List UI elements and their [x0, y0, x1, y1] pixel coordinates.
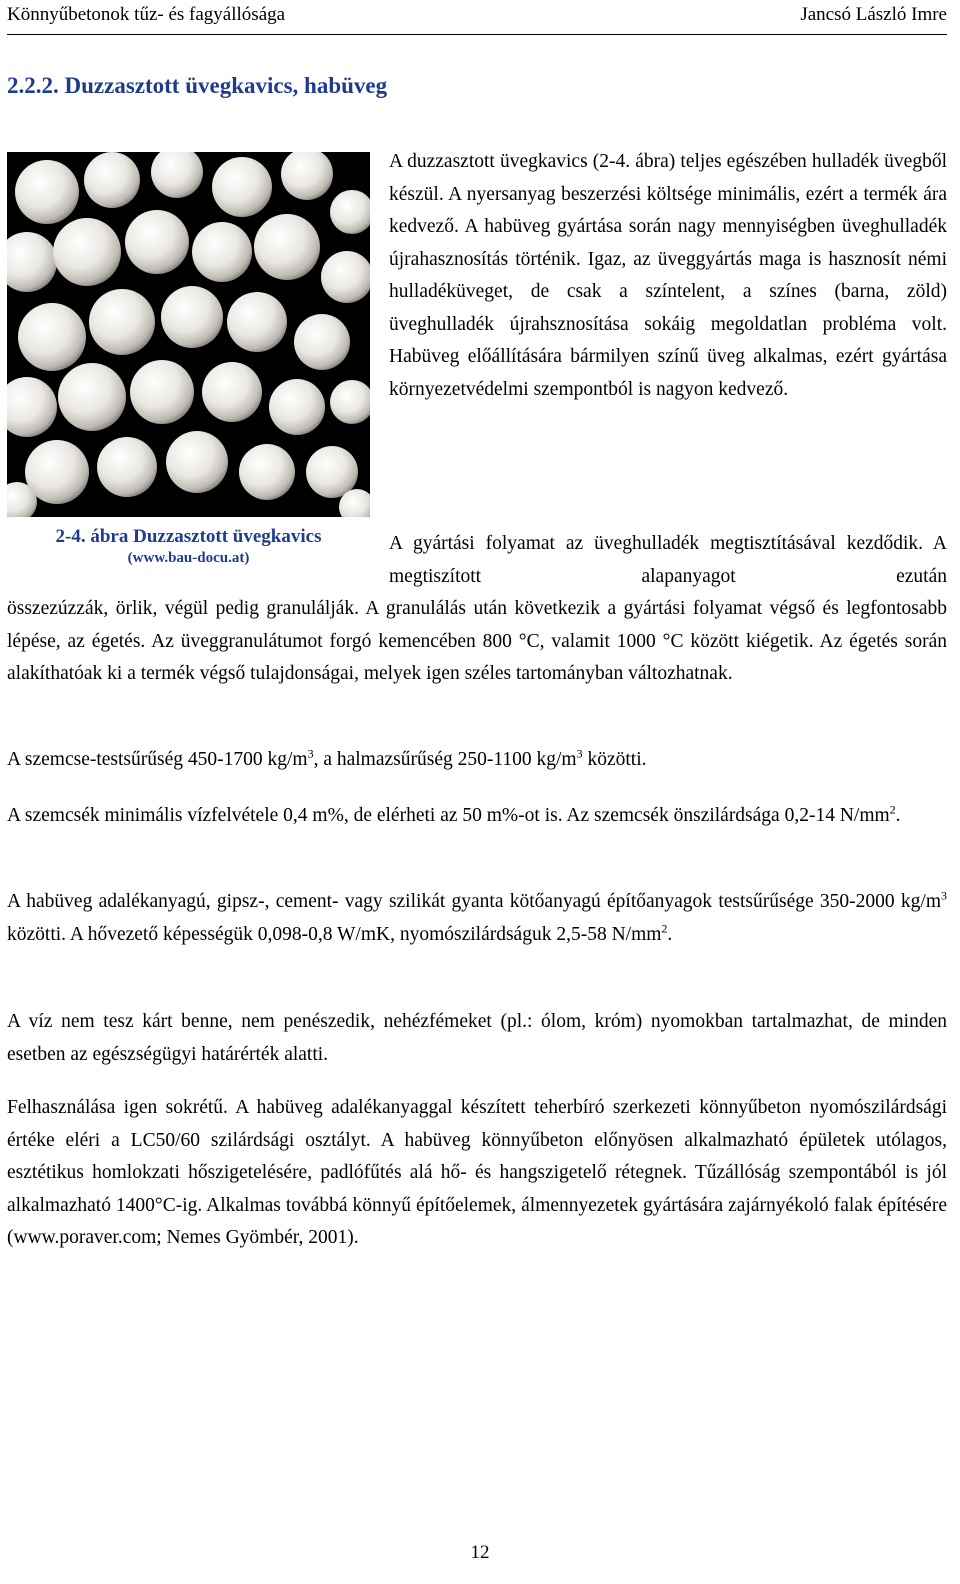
- density-text-1: A szemcse-testsűrűség 450-1700 kg/m: [7, 749, 308, 770]
- glass-bead: [58, 363, 126, 431]
- paragraph-intro: A duzzasztott üvegkavics (2-4. ábra) teljes egészében hulladék üvegből készül. A nyersanyag beszerzési költsége minimális, ezért a termék ára kedvező. A habüveg gyártása során nagy mennyiségben üveghulladék újrahasznosítás történik. Igaz, az üveggyártás maga is hasznosít némi hulladéküveget, de csak a színtelent, a színes (barna, zöld) üveghulladék újrahsznosítása sokáig megoldatlan probléma volt. Habüveg előállítására bármilyen színű üveg alkalmas, ezért gyártása környezetvédelmi szempontból is nagyon kedvező.: [389, 151, 947, 400]
- glass-bead: [84, 152, 140, 208]
- paragraph-production-start: A gyártási folyamat az üveghulladék megtisztításával kezdődik. A megtiszított alapanyagot ezután: [389, 533, 947, 587]
- glass-bead: [212, 157, 272, 217]
- page-header: [7, 4, 947, 35]
- aggregate-text-1: A habüveg adalékanyagú, gipsz-, cement- vagy szilikát gyanta kötőanyagú építőanyagok testsűrűsége 350-2000 kg/m: [7, 891, 941, 912]
- page-number: 12: [470, 1542, 490, 1563]
- aggregate-sup-2: 2: [661, 921, 668, 935]
- section-title: 2.2.2. Duzzasztott üvegkavics, habüveg: [7, 73, 388, 98]
- glass-bead: [239, 444, 295, 500]
- paragraph-applications: Felhasználása igen sokrétű. A habüveg adalékanyaggal készített teherbíró szerkezeti könnyűbeton nyomószilárdsági értéke eléri a LC50/60 szilárdsági osztályt. A habüveg könnyűbeton előnyösen alkalmazható épületek utólagos, esztétikus homlokzati hőszigetelésére, padlófűtés alá hő- és hangszigetelő rétegnek. Tűzállóság szempontából is jól alkalmazható 1400°C-ig. Alkalmas továbbá könnyű építőelemek, álmennyezetek gyártására zajárnyékoló falak építésére (www.poraver.com; Nemes Gyömbér, 2001).: [7, 1097, 947, 1248]
- figure-caption: [7, 526, 370, 568]
- glass-bead: [89, 289, 155, 355]
- glass-bead: [53, 218, 121, 286]
- figure-caption-source: (www.bau-docu.at): [127, 550, 250, 566]
- glass-bead: [125, 210, 189, 274]
- glass-bead: [192, 222, 252, 282]
- density-sup-2: 3: [576, 746, 583, 761]
- header-title: Könnyűbetonok tűz- és fagyállósága: [7, 4, 286, 25]
- glass-bead: [166, 431, 228, 493]
- glass-bead: [202, 362, 262, 422]
- glass-bead: [18, 303, 86, 371]
- paragraph-water-resistance: A víz nem tesz kárt benne, nem penészedik, nehézfémeket (pl.: ólom, króm) nyomokban tartalmazhat, de minden esetben az egészségügyi határérték alatti.: [7, 1011, 947, 1065]
- density-text-2: , a halmazsűrűség 250-1100 kg/m: [313, 749, 577, 770]
- paragraph-production-cont: összezúzzák, örlik, végül pedig granulálják. A granulálás után következik a gyártási folyamat végső és legfontosabb lépése, az égetés. Az üveggranulátumot forgó kemencében 800 °C, valamit 1000 °C között kiégetik. Az égetés során alakíthatóak ki a termék végső tulajdonságai, melyek igen széles tartományban változhatnak.: [7, 598, 947, 684]
- absorption-sup-1: 2: [889, 802, 896, 817]
- glass-bead: [227, 292, 287, 352]
- density-sup-1: 3: [307, 746, 314, 761]
- figure-glass-gravel-photo: [7, 152, 370, 517]
- glass-bead: [97, 437, 157, 497]
- paragraph-aggregate: [7, 886, 947, 951]
- glass-bead: [130, 360, 194, 424]
- glass-bead: [294, 314, 350, 370]
- glass-bead: [254, 214, 320, 280]
- absorption-text-2: .: [895, 805, 901, 826]
- glass-bead: [15, 160, 79, 224]
- glass-bead: [161, 286, 223, 348]
- aggregate-text-2: közötti. A hővezető képességük 0,098-0,8 W/mK, nyomószilárdságuk 2,5-58 N/mm: [7, 923, 662, 945]
- figure-caption-title: 2-4. ábra Duzzasztott üvegkavics: [55, 526, 322, 547]
- glass-bead: [269, 379, 325, 435]
- paragraph-density: [7, 744, 947, 777]
- aggregate-sup-1: 3: [941, 888, 947, 903]
- glass-gravel-image: [7, 152, 370, 517]
- density-text-3: közötti.: [582, 749, 647, 770]
- header-author: Jancsó László Imre: [800, 4, 947, 25]
- paragraph-water-absorption: [7, 800, 947, 833]
- glass-bead: [306, 446, 358, 498]
- aggregate-text-3: .: [667, 923, 673, 945]
- absorption-text-1: A szemcsék minimális vízfelvétele 0,4 m%, de elérheti az 50 m%-ot is. Az szemcsék önszilárdsága 0,2-14 N/mm: [7, 805, 890, 826]
